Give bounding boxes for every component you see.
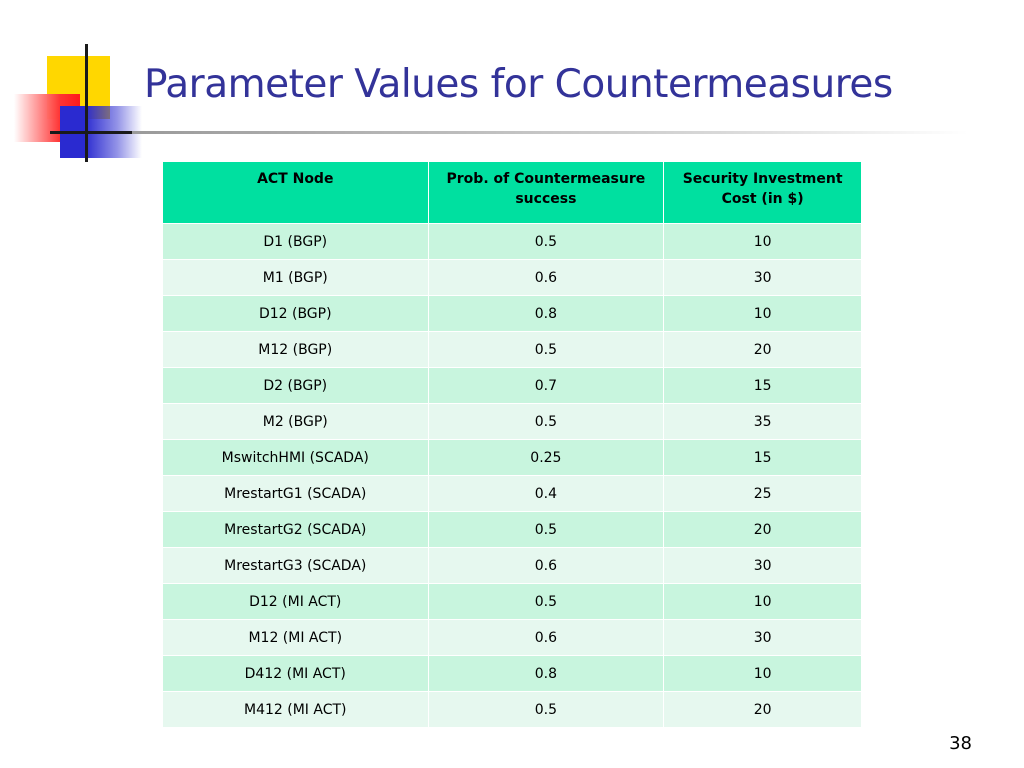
table-row: [163, 548, 862, 584]
title-underline: [132, 131, 968, 134]
header-prob-success: Prob. of Countermeasure success: [428, 162, 664, 224]
cell-investment-cost: 30: [664, 260, 862, 296]
table-row: [163, 296, 862, 332]
cell-prob-success: 0.5: [428, 404, 664, 440]
cell-act-node: M12 (MI ACT): [163, 620, 429, 656]
cell-prob-success: 0.25: [428, 440, 664, 476]
cell-prob-success: 0.7: [428, 368, 664, 404]
logo-horizontal-line: [50, 131, 138, 134]
table-row: [163, 512, 862, 548]
cell-act-node: D2 (BGP): [163, 368, 429, 404]
cell-prob-success: 0.5: [428, 332, 664, 368]
cell-act-node: MrestartG3 (SCADA): [163, 548, 429, 584]
table-row: [163, 368, 862, 404]
table-row: [163, 260, 862, 296]
cell-investment-cost: 10: [664, 224, 862, 260]
cell-prob-success: 0.6: [428, 548, 664, 584]
table-row: [163, 620, 862, 656]
cell-prob-success: 0.5: [428, 224, 664, 260]
page-title: Parameter Values for Countermeasures: [144, 62, 893, 107]
countermeasure-parameter-table: [162, 161, 862, 728]
cell-act-node: MrestartG1 (SCADA): [163, 476, 429, 512]
cell-investment-cost: 20: [664, 512, 862, 548]
cell-investment-cost: 15: [664, 368, 862, 404]
cell-act-node: D1 (BGP): [163, 224, 429, 260]
cell-prob-success: 0.5: [428, 512, 664, 548]
cell-act-node: M412 (MI ACT): [163, 692, 429, 728]
table-row: [163, 692, 862, 728]
page-number: 38: [949, 733, 972, 754]
cell-investment-cost: 10: [664, 656, 862, 692]
cell-prob-success: 0.6: [428, 620, 664, 656]
logo-vertical-line: [85, 44, 88, 162]
header-act-node: ACT Node: [163, 162, 429, 224]
table-row: [163, 656, 862, 692]
cell-prob-success: 0.6: [428, 260, 664, 296]
cell-investment-cost: 10: [664, 584, 862, 620]
table-row: [163, 224, 862, 260]
cell-prob-success: 0.8: [428, 296, 664, 332]
cell-act-node: M1 (BGP): [163, 260, 429, 296]
cell-investment-cost: 20: [664, 332, 862, 368]
cell-investment-cost: 15: [664, 440, 862, 476]
cell-act-node: M2 (BGP): [163, 404, 429, 440]
cell-act-node: D12 (BGP): [163, 296, 429, 332]
cell-investment-cost: 20: [664, 692, 862, 728]
cell-act-node: D12 (MI ACT): [163, 584, 429, 620]
table-header-row: [163, 162, 862, 224]
cell-investment-cost: 10: [664, 296, 862, 332]
cell-investment-cost: 25: [664, 476, 862, 512]
cell-act-node: M12 (BGP): [163, 332, 429, 368]
cell-investment-cost: 35: [664, 404, 862, 440]
cell-investment-cost: 30: [664, 620, 862, 656]
table-row: [163, 404, 862, 440]
cell-prob-success: 0.8: [428, 656, 664, 692]
table-row: [163, 584, 862, 620]
cell-prob-success: 0.4: [428, 476, 664, 512]
table-row: [163, 332, 862, 368]
header-investment-cost: Security Investment Cost (in $): [664, 162, 862, 224]
cell-prob-success: 0.5: [428, 692, 664, 728]
table-row: [163, 440, 862, 476]
cell-act-node: MrestartG2 (SCADA): [163, 512, 429, 548]
table-row: [163, 476, 862, 512]
cell-prob-success: 0.5: [428, 584, 664, 620]
cell-investment-cost: 30: [664, 548, 862, 584]
cell-act-node: D412 (MI ACT): [163, 656, 429, 692]
cell-act-node: MswitchHMI (SCADA): [163, 440, 429, 476]
